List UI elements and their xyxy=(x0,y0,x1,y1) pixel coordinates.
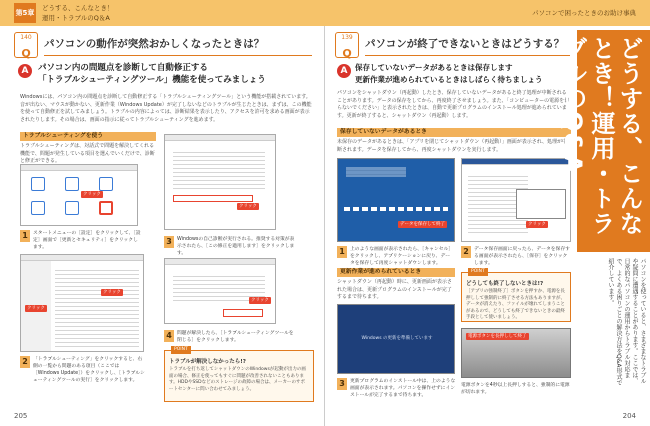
save-dialog xyxy=(516,189,566,219)
header-title: パソコンで困ったときのお助け事典 xyxy=(532,9,636,17)
point-label: POINT xyxy=(468,268,488,276)
resolved-screenshot xyxy=(164,258,276,324)
step-3-text: 更新プログラムのインストール中は、上のような画面が表示されます。パソコンを操作せずにインストールが完了するまで待ちます。 xyxy=(350,379,456,398)
question-letter: Q xyxy=(21,47,31,60)
diagnosis-screenshot xyxy=(164,134,276,230)
step-4-text: 問題が解決したら、［トラブルシューティングツールを閉じる］をクリックします。 xyxy=(177,331,294,343)
page-number: 204 xyxy=(622,412,636,420)
step-2-number: 2 xyxy=(461,246,471,258)
answer-badge: A xyxy=(18,64,32,78)
point-label: POINT xyxy=(171,346,191,354)
header-title xyxy=(42,3,114,23)
answer-line1: パソコン内の問題点を診断して自動修正する xyxy=(38,63,208,73)
chapter-tab: 第5章 xyxy=(14,3,36,23)
shutdown-blocked-screenshot xyxy=(337,158,455,242)
question-title: パソコンが終了できないときはどうする？ xyxy=(365,36,570,56)
point-body: トラブルを打ち返してシャットダウンのWindowsが起動が出力の画面の場合、修正を使ってもすぐに問題が改善されないこともあります。HDDやSSDなどのストレージの故障の場合は、メーカーのサポートセンターに問い合わせてみましょう。 xyxy=(169,367,306,392)
subhead-unsaved-text: 未保存のデータがあるときは、「アプリを閉じてシャットダウン（再起動）」画面が表示され、処理が中断されます。データを保存してから、再度シャットダウンを実行します。 xyxy=(337,139,568,153)
updating-message: Windows の更新を準備しています xyxy=(361,336,433,341)
blocked-message xyxy=(346,167,406,177)
click-callout: クリック xyxy=(251,298,269,303)
subhead-updating-text: シャットダウン（再起動）時に、更新画面が表示された場合は、更新プログラムのインストールが完了するまで待ちます。 xyxy=(337,279,452,300)
step-1-number: 1 xyxy=(20,230,30,242)
settings-tile-icon xyxy=(31,201,45,215)
point-title: トラブルが解決しなかったら!? xyxy=(169,359,246,365)
click-callout: クリック xyxy=(83,192,101,197)
step-2-text: データ保存画面に戻ったら、データを保存する画面が表示されたら、［保存］をクリックします。 xyxy=(474,247,570,266)
answer-line2: 更新作業が進められているときはしばらく待ちましょう xyxy=(355,75,543,84)
question-title: パソコンの動作が突然おかしくなったときは？ xyxy=(44,36,312,56)
step-1-number: 1 xyxy=(337,246,347,258)
point-body: ［アプリの強制終了］ボタンを押すか、電源を長押しして強制的に終了させる方法もありますが、データが消えたり、ファイルが壊れてしまうことがあるので、どうしても終了できないときの最終手段として使いましょう。 xyxy=(466,289,565,320)
subhead-text: トラブルシューティングは、対話式で問題を解決してくれる機能で、問題が発生している項目を選んでいくだけで、診断と修正ができる。 xyxy=(20,143,155,164)
wave-pattern xyxy=(344,207,448,211)
window-titlebar xyxy=(165,259,275,265)
close-tool-button xyxy=(223,309,263,317)
step-1-text: スタートメニューの［設定］をクリックして、［設定］画面で［更新とセキュリティ］をクリックします。 xyxy=(33,231,141,250)
window-titlebar xyxy=(165,135,275,141)
answer-line2: 「トラブルシューティングツール」機能を使ってみましょう xyxy=(38,75,266,85)
apply-fix-option xyxy=(173,195,253,202)
intro-text: パソコンをシャットダウン（再起動）したとき、保存していないデータがあると終了処理が中断されることがあります。データの保存をしてから、再度終了させましょう。また、「コンピューターの電源を切らないでください」と表示されたときは、自動で更新プログラムのインストール処理が進められています。更新が終了すると、シャットダウン（再起動）します。 xyxy=(337,90,570,119)
point-box xyxy=(164,347,314,402)
header-line2: 運用・トラブルのQ＆A xyxy=(42,14,110,22)
header-line1: どうする、こんなとき！ xyxy=(42,4,114,12)
step-2-text: 「トラブルシューティング」をクリックすると、右側の一覧から問題のある項目（ここでは［Windows Update］）をクリックし、［トラブルシューティングツールの実行］をクリックします。 xyxy=(33,357,145,383)
chapter-vertical-title: どうする、こんなとき！運用・トラブルのQ&A xyxy=(559,36,643,236)
question-letter: Q xyxy=(342,47,352,60)
subhead-updating: 更新作業が進められているとき xyxy=(337,268,455,277)
page-number: 205 xyxy=(14,412,28,420)
click-callout: クリック xyxy=(103,290,121,295)
step-3-text: Windowsの自己診断が実行される。推奨する対策が表示されたら、［この修正を適用します］をクリックします。 xyxy=(177,237,295,256)
settings-screenshot xyxy=(20,164,138,226)
subhead-unsaved: 保存していないデータがあるとき xyxy=(337,128,571,137)
step-4-number: 4 xyxy=(164,330,174,342)
point-title: どうしても終了しないときは!? xyxy=(466,281,544,287)
answer-line1: 保存していないデータがあるときは保存します xyxy=(355,63,513,72)
settings-tile-icon xyxy=(99,177,113,191)
save-dialog-screenshot xyxy=(461,158,571,242)
troubleshoot-list xyxy=(55,267,139,347)
answer-title xyxy=(355,62,573,86)
subhead: トラブルシューティングを使う xyxy=(20,132,156,141)
step-3-number: 3 xyxy=(337,378,347,390)
settings-tile-icon xyxy=(65,177,79,191)
click-callout: クリック xyxy=(239,204,257,209)
photo-note: 電源ボタンを4秒以上長押しすると、強制的に電源が切れます。 xyxy=(461,383,570,395)
troubleshoot-screenshot xyxy=(20,254,144,352)
answer-badge: A xyxy=(337,64,351,78)
settings-tile-icon xyxy=(65,201,79,215)
step-2-number: 2 xyxy=(20,356,30,368)
click-callout: クリック xyxy=(27,306,45,311)
photo-caption: 電源ボタンを長押しして終了 xyxy=(468,334,527,339)
question-number-box xyxy=(14,32,38,58)
window-titlebar xyxy=(462,159,570,165)
step-3-number: 3 xyxy=(164,236,174,248)
point-box xyxy=(461,269,571,322)
chapter-title-panel xyxy=(559,30,650,252)
question-number: 139 xyxy=(341,34,353,41)
updating-screenshot xyxy=(337,304,455,374)
intro-text: Windowsには、パソコン内の問題点を診断して自動修正する「トラブルシューティングツール」という機能が搭載されています。音が出ない、マウスが動かない、更新作業（Windows Update）が完了しないなどのトラブルが生じたときは、まずは、この機能を使って自動修正を試してみましょう。トラブルの内容によっては、診断結果を表示したり、アクセスを許可を求める画面が表示されたりします。その場合は、画面の指示に従ってトラブルシューティングを進めます。 xyxy=(20,94,312,123)
answer-title xyxy=(38,62,318,86)
diagnosis-text xyxy=(173,149,265,189)
step-1-text: 上のような画面が表示されたら、［キャンセル］をクリックし、アプリケーションに戻り、データを保存して再度シャットダウンします。 xyxy=(350,247,454,266)
chapter-intro-text: パソコンを使っていると、さまざまなトラブルや疑問に遭遇することがあります。ここでは、日常的なパソコンの運用からトラブル対応まで、よくある困りごとの解決方法をQ&A形式で紹介しています。 xyxy=(607,258,646,386)
settings-tile-icon xyxy=(31,177,45,191)
laptop-power-photo xyxy=(461,328,571,378)
right-page xyxy=(325,0,650,426)
window-titlebar xyxy=(21,165,137,171)
update-security-icon xyxy=(99,201,113,215)
question-number-box xyxy=(335,32,359,58)
question-number: 140 xyxy=(20,34,32,41)
click-callout: クリック xyxy=(528,222,546,227)
click-callout: データを保存して終了 xyxy=(400,222,445,227)
